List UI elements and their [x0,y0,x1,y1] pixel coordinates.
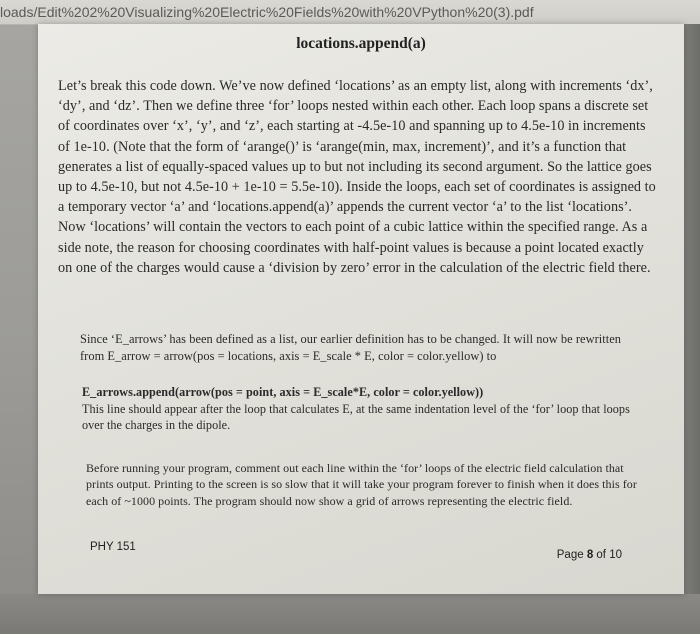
address-bar[interactable] [0,0,700,25]
pdf-page [38,24,684,594]
code-line: E_arrows.append(arrow(pos = point, axis = E_scale*E, color = color.yellow)) [82,385,484,399]
paragraph-before-running: Before running your program, comment out each line within the ‘for’ loops of the electric field calculation that prints output. Printing to the screen is so slow that it will take your program forever to finish when it does this for each of ~1000 points. The program should now show a grid of arrows representing the electric field. [86,461,637,508]
page-prefix: Page [556,549,587,561]
paragraph-explanation: Let’s break this code down. We’ve now defined ‘locations’ as an empty list, along with increments ‘dx’, ‘dy’, and ‘dz’. Then we define three ‘for’ loops nested within each other. Each loop spans a discrete set of coordinates over ‘x’, ‘y’, and ‘z’, each starting at -4.5e-10 and spanning up to 4.5e-10 in increments of 1e-10. (Note that the form of ‘arange()’ is ‘arange(min, max, increment)’, and it’s a function that generates a list of equally-spaced values up to but not including its second argument. So the lattice goes up to 4.5e-10, but not 4.5e-10 + 1e-10 = 5.5e-10). Inside the loops, each set of coordinates is assigned to a temporary vector ‘a’ and ‘locations.append(a)’ appends the current vector ‘a’ to the list ‘locations’. Now ‘locations’ will contain the vectors to each point of a cubic lattice within the specified range. As a side note, the reason for choosing coordinates with half-point values is because a point located exactly on one of the charges would cause a ‘division by zero’ error in the calculation of the electric field there. [58,78,656,276]
footer-course: PHY 151 [90,541,136,553]
paragraph-code-block [82,384,642,434]
url-text: loads/Edit%202%20Visualizing%20Electric%20Fields%20with%20VPython%20(3).pdf [0,4,534,20]
code-heading: locations.append(a) [296,35,426,52]
page-total: 10 [609,549,622,561]
monitor-bezel [0,594,700,634]
page-current: 8 [586,549,594,561]
page-of: of [593,549,610,561]
paragraph-e-arrows: Since ‘E_arrows’ has been defined as a list, our earlier definition has to be changed. It will now be rewritten from E_arrow = arrow(pos = locations, axis = E_scale * E, color = color.yellow) to [80,332,622,363]
code-note: This line should appear after the loop that calculates E, at the same indentation level of the ‘for’ loop that loops over the charges in the dipole. [82,401,630,432]
footer-page-number [557,549,622,561]
monitor-edge [684,24,700,634]
